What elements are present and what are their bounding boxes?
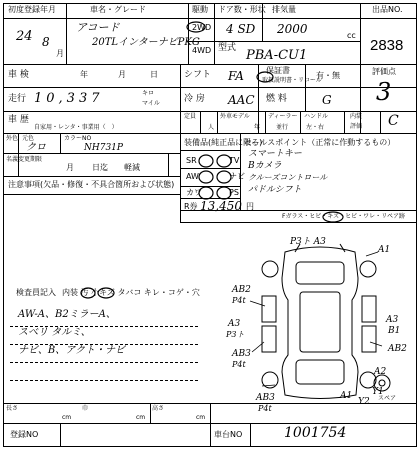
name-change-status: 軽減 [124, 163, 140, 172]
ac-label: 冷 房 [184, 94, 205, 104]
equip-item-navi: ナビ [229, 172, 245, 181]
drive-4wd: 4WD [192, 46, 212, 55]
r-label: R券 [184, 202, 198, 211]
door-value: 4 SD [226, 22, 256, 36]
capacity-unit: 人 [208, 124, 215, 131]
length-unit: cm [62, 414, 72, 421]
inspection-month-unit: 月 [118, 70, 126, 79]
spare-label: スペア [378, 395, 397, 402]
mileage-value: 10,337 [34, 91, 104, 106]
color-value: クロ [26, 142, 46, 153]
damage-a1: A1 [378, 245, 391, 255]
history-options: 自家用・レンタ・事業用（ ） [34, 124, 118, 131]
equip-item-tv: TV [229, 156, 240, 165]
warranty-value: 有・無 [316, 71, 340, 80]
color-orig-label: 元色 [22, 135, 35, 142]
color-code-label: カラーNO [64, 135, 92, 142]
damage-a1-bottom: A1 [340, 391, 353, 401]
warranty-label: 保証書 [266, 66, 290, 75]
damage-ab2-left-sub: P4t [232, 296, 246, 305]
selling-point-4: パドルシフト [248, 185, 302, 195]
damage-ab3-left: AB3 [232, 349, 251, 359]
name-change-label: 名義変更期限 [6, 156, 43, 163]
mileage-unit-km: キロ [142, 90, 155, 97]
height-unit: cm [196, 414, 206, 421]
equip-item-ps: PS [229, 188, 239, 197]
inspection-year-unit: 年 [80, 70, 88, 79]
dealer-label: ディーラー [268, 113, 298, 120]
displacement-label: 排気量 [272, 5, 296, 14]
mileage-label: 走行 [8, 94, 27, 104]
inspection-day-unit: 日 [150, 70, 158, 79]
equipment-label: 装備品(純正品に限る) [184, 138, 263, 147]
color-label: 外色 [6, 135, 19, 142]
color-code-value: NH731P [84, 143, 123, 153]
car-name-label: 車名・グレード [90, 5, 146, 14]
glass-row: Fガラス・ヒビ・キズ・ヒビ・ワレ・リペア跡 [282, 213, 406, 220]
name-change-day-unit: 日迄 [92, 163, 108, 172]
reg-year-value: 24 [16, 29, 33, 44]
reg-month-value: 8 [42, 35, 50, 49]
r-unit: 円 [246, 202, 254, 211]
selling-point-3: クルーズコントロール [248, 173, 328, 182]
damage-ab3-bottom-sub: P4t [258, 404, 272, 413]
reg-no-label: 登録NO [10, 430, 39, 439]
cc-unit: cc [347, 31, 356, 40]
width-unit: cm [136, 414, 146, 421]
drive-label: 駆動 [192, 5, 208, 14]
reg-year-label: 初度登録年月 [8, 5, 56, 14]
model-value: PBA-CU1 [246, 48, 308, 63]
inspector-label: 検査員記入 [16, 288, 56, 297]
ac-value: AAC [228, 93, 255, 107]
handle-label: ハンドル [304, 113, 329, 120]
inspector-note-2: スベリ タルミ、 [18, 327, 91, 338]
equip-item-aw: AW [186, 172, 199, 181]
capacity-label: 定員 [184, 113, 197, 120]
mileage-unit-mile: マイル [142, 100, 160, 107]
dealer-value: 並行 [276, 124, 289, 131]
inspection-label: 車 検 [8, 70, 29, 80]
notes-label: 注意事項(欠品・修復・不具合箇所および状態) [8, 180, 175, 189]
shift-value: FA [228, 69, 244, 83]
car-name-value: アコード [76, 21, 120, 34]
shift-label: シフト [184, 70, 212, 80]
door-shape-label: ドア数・形状 [218, 5, 266, 14]
warranty-sub: 取扱説明書・リコール [262, 77, 322, 84]
interior-label: 内装 [350, 113, 363, 120]
damage-a2: A2 [374, 367, 387, 377]
length-label: 長さ [6, 405, 19, 412]
damage-a3-left: A3 [228, 319, 241, 329]
selling-points-label: セールスポイント（正常に作動するもの） [244, 138, 396, 147]
lot-no-label: 出品NO. [372, 5, 403, 14]
damage-y1: Y1 [372, 387, 384, 397]
selling-point-1: スマートキー [248, 149, 302, 159]
damage-y2: Y2 [358, 397, 370, 407]
chassis-label: 車台NO [214, 430, 243, 439]
reg-month-unit: 月 [56, 49, 64, 58]
inspector-note-3: ナビ、B、アクト・ナビ [18, 345, 125, 356]
score-value: 3 [376, 78, 392, 106]
lot-no-value: 2838 [370, 37, 404, 54]
damage-ab2-left: AB2 [232, 285, 251, 295]
inspector-tags: 内装 汚 小キズ タバコ キレ・コゲ・穴 [62, 288, 200, 297]
fuel-label: 燃 料 [266, 94, 287, 104]
selling-point-2: Bカメラ [248, 161, 282, 171]
damage-a3-left-sub: P3ト [226, 330, 245, 339]
drive-2wd: 2WD [192, 23, 212, 32]
handle-value: 左・右 [306, 124, 325, 131]
chassis-value: 1001754 [284, 425, 347, 441]
ext-model-label: 外車モデル [220, 113, 250, 120]
damage-a3-top: P3ト A3 [290, 237, 326, 247]
damage-ab3-left-sub: P4t [232, 360, 246, 369]
damage-ab3-bottom: AB3 [256, 393, 275, 403]
r-value: 13,450 [200, 199, 242, 213]
equip-item-sr: SR [186, 156, 197, 165]
damage-a3-right: A3 [386, 315, 399, 325]
fuel-value: G [322, 93, 332, 107]
damage-a3-right-sub: B1 [388, 326, 401, 336]
interior-sub: 評価 [350, 123, 363, 130]
score-label: 評価点 [372, 67, 396, 76]
car-grade-value: 20TLインターナビPKG [92, 37, 200, 48]
model-label: 型式 [218, 43, 237, 53]
inspector-note-1: AW-A、B2ミラーA、 [18, 309, 116, 320]
height-label: 高さ [152, 405, 165, 412]
damage-ab2-right: AB2 [388, 344, 407, 354]
displacement-value: 2000 [277, 22, 308, 36]
name-change-month-unit: 月 [66, 163, 74, 172]
ext-model-value: 年 [254, 124, 261, 131]
equip-item-kawa: カワ [186, 188, 202, 197]
width-label: 巾 [82, 405, 89, 412]
history-label: 車 歴 [8, 115, 29, 125]
interior-value: C [388, 113, 399, 129]
